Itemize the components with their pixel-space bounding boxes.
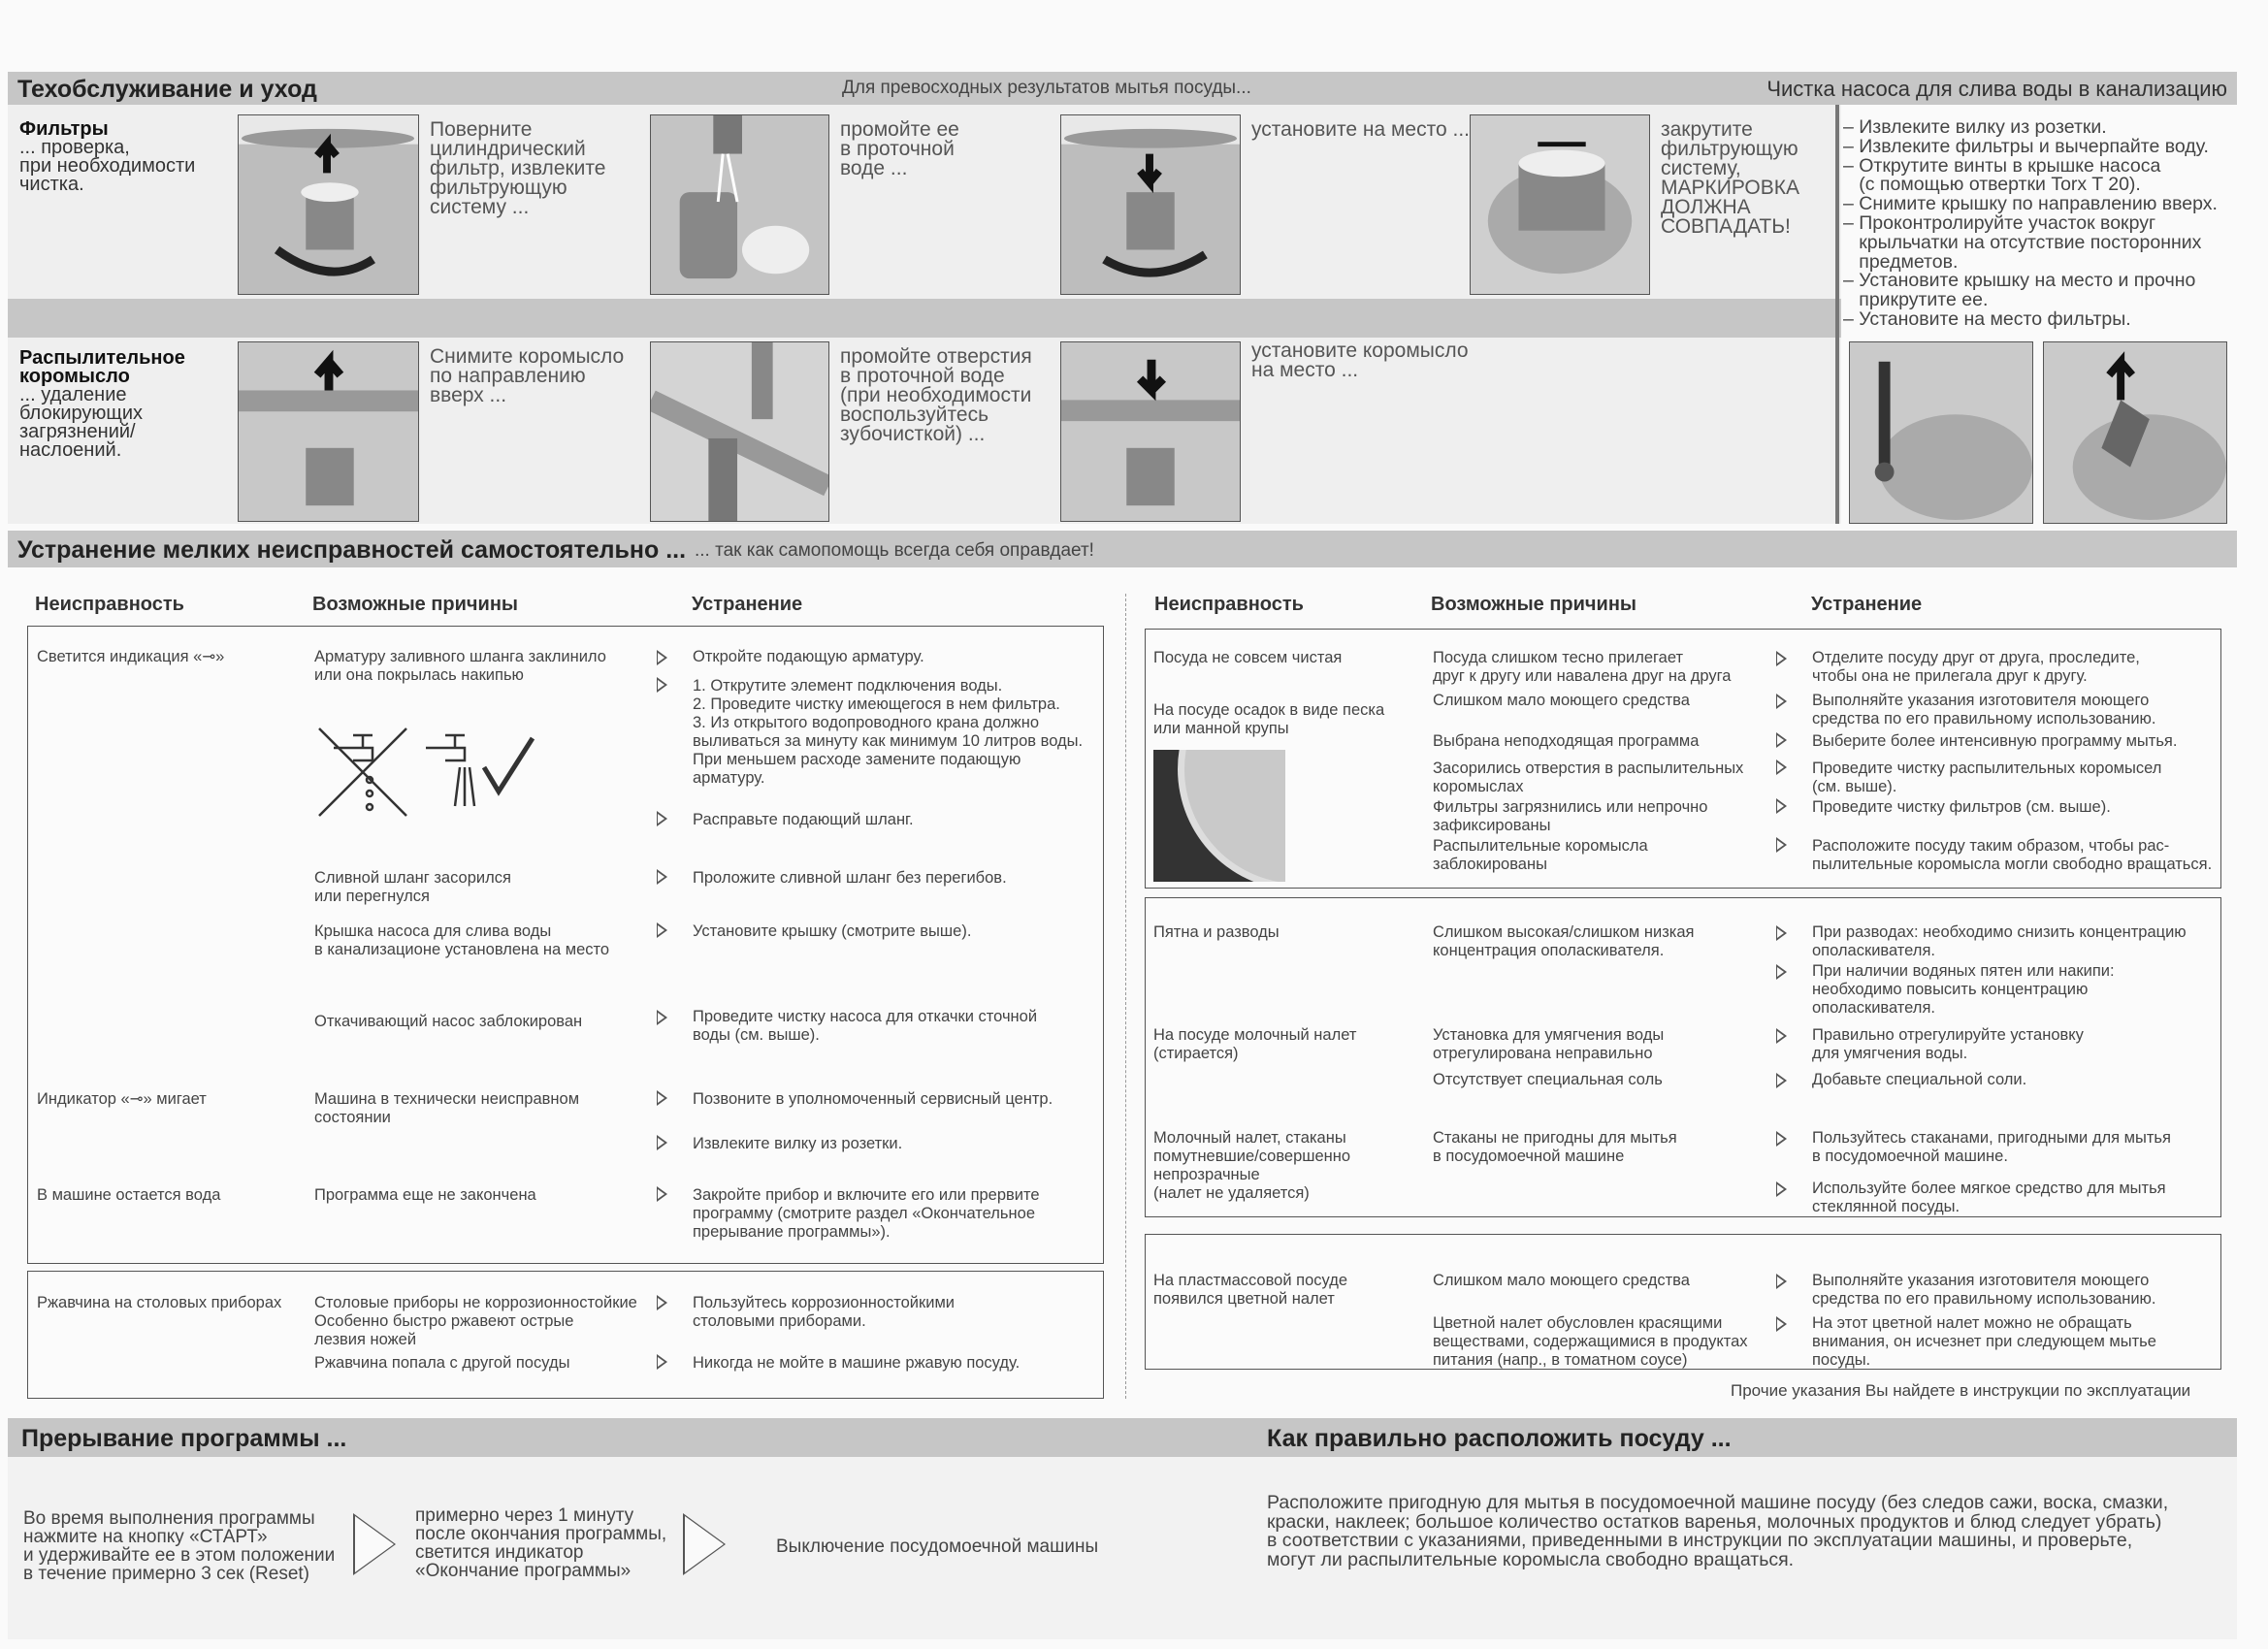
fix-arrow-4 xyxy=(657,1010,667,1025)
right-table-box-3 xyxy=(1145,1234,2221,1370)
right-col-fix-header: Устранение xyxy=(1811,594,1923,615)
fix-arrow-5b xyxy=(657,1135,667,1150)
filter-step2-text: промойте ее в проточной воде ... xyxy=(840,118,959,179)
spray-step1-image xyxy=(238,341,419,522)
fix-clean-pump: Проведите чистку насоса для откачки сточной воды (см. выше). xyxy=(693,1008,1038,1044)
bottom-header-bar xyxy=(8,1418,2237,1457)
cause-machine-fault: Машина в технически неисправном состоянии xyxy=(314,1090,580,1126)
cause-too-little-detergent-2: Слишком мало моющего средства xyxy=(1433,1272,1690,1289)
cause-too-little-detergent: Слишком мало моющего средства xyxy=(1433,692,1690,709)
fix-arrow-2 xyxy=(657,869,667,885)
faucet-diagram xyxy=(314,724,547,830)
fix-arrow-3 xyxy=(657,922,667,938)
rfix-arrow-4b xyxy=(1776,1181,1787,1197)
rfix-arrow-1e xyxy=(1776,798,1787,814)
rfix-arrow-5b xyxy=(1776,1316,1787,1332)
cause-food-dyes: Цветной налет обусловлен красящими веществами, содержащимися в продуктах питания (напр., в томатном соусе) xyxy=(1433,1314,1748,1369)
cause-no-salt: Отсутствует специальная соль xyxy=(1433,1071,1663,1088)
fix-increase-rinse-aid: При наличии водяных пятен или накипи: необходимо повысить концентрацию ополаскивателя. xyxy=(1812,962,2115,1017)
cause-filters-dirty: Фильтры загрязнились или непрочно зафиксированы xyxy=(1433,798,1708,834)
troubleshoot-title: Устранение мелких неисправностей самостоятельно ... xyxy=(17,536,687,564)
fault-plastic-discoloration: На пластмассовой посуде появился цветной налет xyxy=(1153,1272,1348,1308)
fix-valve-steps: 1. Открутите элемент подключения воды. 2. Проведите чистку имеющегося в нем фильтра. 3. Из открытого водопроводного крана должно выливаться за минуту как минимум 10 литров воды. При меньшем расходе замените подающую арматуру. xyxy=(693,677,1084,787)
fix-arrow-6 xyxy=(657,1186,667,1202)
rfix-arrow-1d xyxy=(1776,760,1787,775)
filter-step3-image xyxy=(1060,114,1241,295)
pump-image-2 xyxy=(2043,341,2227,524)
fix-arrow-7a xyxy=(657,1295,667,1310)
fix-arrow-5a xyxy=(657,1090,667,1106)
fault-milky-film: На посуде молочный налет (стирается) xyxy=(1153,1026,1357,1062)
cause-spray-holes-clogged: Засорились отверстия в распылительных коромыслах xyxy=(1433,760,1744,795)
fix-add-salt: Добавьте специальной соли. xyxy=(1812,1071,2027,1088)
cause-not-corrosion-resistant: Столовые приборы не коррозионностойкие Особенно быстро ржавеют острые лезвия ножей xyxy=(314,1294,637,1348)
fix-use-resistant-cutlery: Пользуйтесь коррозионностойкими столовыми приборами. xyxy=(693,1294,956,1330)
left-table-box-1 xyxy=(27,626,1104,1264)
fix-arrow-1b xyxy=(657,677,667,693)
fix-never-wash-rusty: Никогда не мойте в машине ржавую посуду. xyxy=(693,1354,1021,1372)
cause-pump-cover: Крышка насоса для слива воды в канализационе установлена на место xyxy=(314,922,610,958)
fault-water-remains: В машине остается вода xyxy=(37,1186,221,1204)
fix-follow-detergent-instructions-2: Выполняйте указания изготовителя моющего средства по его правильному использованию. xyxy=(1812,1272,2156,1308)
fix-straighten-hose: Расправьте подающий шланг. xyxy=(693,811,914,828)
section-divider-band xyxy=(8,299,1841,338)
right-col-cause-header: Возможные причины xyxy=(1431,594,1637,615)
fix-arrange-for-rotation: Расположите посуду таким образом, чтобы рас- пылительные коромысла могли свободно вращаться. xyxy=(1812,837,2213,873)
rfix-arrow-1a xyxy=(1776,651,1787,666)
pump-cleaning-steps: – Извлеките вилку из розетки. – Извлеките фильтры и вычерпайте воду. – Открутите винты в крышке насоса (с помощью отвертки Torx T 20). – Снимите крышку по направлению вверх. – Проконтролируйте участок вокруг крыльчатки на отсутствие посторонних предметов. – Установите крышку на место и прочно прикрутите ее. – Установите на место фильтры. xyxy=(1843,116,2218,330)
fix-follow-detergent-instructions: Выполняйте указания изготовителя моющего средства по его правильному использованию. xyxy=(1812,692,2156,728)
filter-step1-text: Поверните цилиндрический фильтр, извлеките фильтрующую систему ... xyxy=(430,118,606,218)
right-col-fault-header: Неисправность xyxy=(1154,594,1304,615)
arrange-text: Расположите пригодную для мытья в посудомоечной машине посуду (без следов сажи, воска, смазки, краски, наклеек; большое количество остатков варенья, молочных продуктов и блюд следует убрать) в соответствии с указаниями, приведенными в инструкции по эксплуатации машины, и проверьте, могут ли распылительные коромысла свободно вращаться. xyxy=(1267,1492,2169,1570)
fix-clean-spray-arms: Проведите чистку распылительных коромысел (см. выше). xyxy=(1812,760,2162,795)
interrupt-step3: Выключение посудомоечной машины xyxy=(776,1536,1099,1557)
fix-adjust-softener: Правильно отрегулируйте установку для умягчения воды. xyxy=(1812,1026,2084,1062)
rfix-arrow-2a xyxy=(1776,925,1787,941)
pump-cleaning-title: Чистка насоса для слива воды в канализацию xyxy=(1766,77,2227,101)
filter-step4-image xyxy=(1470,114,1650,295)
further-instructions-note: Прочие указания Вы найдете в инструкции по эксплуатации xyxy=(1731,1381,2191,1400)
right-table-box-2 xyxy=(1145,897,2221,1217)
fix-call-service: Позвоните в уполномоченный сервисный центр. xyxy=(693,1090,1053,1108)
spray-step3-text: установите коромысло на место ... xyxy=(1251,340,1469,381)
interrupt-step1: Во время выполнения программы нажмите на кнопку «СТАРТ» и удерживайте ее в этом положении в течение примерно 3 сек (Reset) xyxy=(23,1508,336,1584)
troubleshoot-subtitle: ... так как самопомощь всегда себя оправдает! xyxy=(695,540,1094,561)
spray-arm-label xyxy=(19,349,233,460)
spray-arm-label-bold: Распылительное коромысло xyxy=(19,347,185,387)
spray-arm-label-text: ... удаление блокирующих загрязнений/ наслоений. xyxy=(19,384,144,461)
left-col-fault-header: Неисправность xyxy=(35,594,184,615)
right-table-box-1 xyxy=(1145,629,2221,889)
cause-too-tight: Посуда слишком тесно прилегает друг к другу или навалена друг на друга xyxy=(1433,649,1732,685)
maintenance-title: Техобслуживание и уход xyxy=(17,76,317,103)
cause-softener-misadjusted: Установка для умягчения воды отрегулирована неправильно xyxy=(1433,1026,1665,1062)
fix-clean-filters: Проведите чистку фильтров (см. выше). xyxy=(1812,798,2111,816)
fix-arrow-7b xyxy=(657,1354,667,1370)
residue-plate-image xyxy=(1153,750,1285,882)
fix-lay-drain-hose: Проложите сливной шланг без перегибов. xyxy=(693,869,1007,887)
filters-label-text: ... проверка, при необходимости чистка. xyxy=(19,137,196,195)
rfix-arrow-5a xyxy=(1776,1274,1787,1289)
cause-wrong-program: Выбрана неподходящая программа xyxy=(1433,732,1700,750)
left-col-fix-header: Устранение xyxy=(692,594,803,615)
arrange-title: Как правильно расположить посуду ... xyxy=(1267,1425,1732,1452)
rfix-arrow-1c xyxy=(1776,732,1787,748)
left-table-box-2 xyxy=(27,1271,1104,1399)
pump-column-divider xyxy=(1835,105,1839,524)
fix-unplug: Извлеките вилку из розетки. xyxy=(693,1135,903,1152)
cause-glasses-not-suitable: Стаканы не пригодны для мытья в посудомоечной машине xyxy=(1433,1129,1677,1165)
fault-spots-streaks: Пятна и разводы xyxy=(1153,923,1280,941)
rfix-arrow-1b xyxy=(1776,694,1787,709)
cause-drain-hose: Сливной шланг засорился или перегнулся xyxy=(314,869,511,905)
fix-milder-detergent: Используйте более мягкое средство для мытья стеклянной посуды. xyxy=(1812,1180,2166,1215)
left-col-cause-header: Возможные причины xyxy=(312,594,519,615)
filter-step1-image xyxy=(238,114,419,295)
rfix-arrow-4a xyxy=(1776,1131,1787,1147)
fix-use-suitable-glasses: Пользуйтесь стаканами, пригодными для мытья в посудомоечной машине. xyxy=(1812,1129,2171,1165)
fault-cloudy-glasses: Молочный налет, стаканы помутневшие/совершенно непрозрачные (налет не удаляется) xyxy=(1153,1129,1351,1202)
spray-step2-image xyxy=(650,341,829,522)
fix-arrow-1a xyxy=(657,650,667,665)
fix-arrow-1c xyxy=(657,811,667,826)
fix-ignore-discoloration: На этот цветной налет можно не обращать внимания, он исчезнет при следующем мытье посуды. xyxy=(1812,1314,2156,1369)
rfix-arrow-1f xyxy=(1776,837,1787,853)
spray-step3-image xyxy=(1060,341,1241,522)
fix-open-valve: Откройте подающую арматуру. xyxy=(693,648,924,665)
rfix-arrow-2b xyxy=(1776,964,1787,980)
troubleshoot-header-bar xyxy=(8,531,2237,567)
spray-step2-text: промойте отверстия в проточной воде (при необходимости воспользуйтесь зубочисткой) ... xyxy=(840,345,1032,445)
fix-close-or-interrupt: Закройте прибор и включите его или прервите программу (смотрите раздел «Окончательное прерывание программы»). xyxy=(693,1186,1040,1241)
fault-indicator-blinking: Индикатор «⊸» мигает xyxy=(37,1090,207,1108)
filters-label xyxy=(19,120,233,194)
interrupt-step2: примерно через 1 минуту после окончания программы, светится индикатор «Окончание программы» xyxy=(415,1505,667,1581)
fault-indicator-lit: Светится индикация «⊸» xyxy=(37,648,225,665)
fix-choose-intensive: Выберите более интенсивную программу мытья. xyxy=(1812,732,2178,750)
fault-sand-residue: На посуде осадок в виде песка или манной крупы xyxy=(1153,701,1385,737)
troubleshoot-column-divider xyxy=(1125,594,1126,1399)
filter-step4-text: закрутите фильтрующую систему, МАРКИРОВКА ДОЛЖНА СОВПАДАТЬ! xyxy=(1661,118,1799,238)
fault-not-clean: Посуда не совсем чистая xyxy=(1153,649,1343,666)
cause-pump-blocked: Откачивающий насос заблокирован xyxy=(314,1013,583,1030)
cause-inlet-valve: Арматуру заливного шланга заклинило или она покрылась накипью xyxy=(314,648,606,684)
rfix-arrow-3a xyxy=(1776,1028,1787,1044)
cause-spray-arms-blocked: Распылительные коромысла заблокированы xyxy=(1433,837,1648,873)
rfix-arrow-3b xyxy=(1776,1073,1787,1088)
pump-image-1 xyxy=(1849,341,2033,524)
cause-rinse-aid-concentration: Слишком высокая/слишком низкая концентрация ополаскивателя. xyxy=(1433,923,1695,959)
filter-step3-text: установите на место ... xyxy=(1251,118,1471,141)
filters-label-bold: Фильтры xyxy=(19,118,109,140)
fix-separate-dishes: Отделите посуду друг от друга, проследите, чтобы она не прилегала друг к другу. xyxy=(1812,649,2140,685)
cause-rust-from-other: Ржавчина попала с другой посуды xyxy=(314,1354,570,1372)
fix-install-cover: Установите крышку (смотрите выше). xyxy=(693,922,972,940)
spray-step1-text: Снимите коромысло по направлению вверх ... xyxy=(430,345,625,406)
fix-reduce-rinse-aid: При разводах: необходимо снизить концентрацию ополаскивателя. xyxy=(1812,923,2187,959)
cause-program-not-finished: Программа еще не закончена xyxy=(314,1186,536,1204)
interrupt-arrow-1 xyxy=(353,1513,396,1575)
filter-step2-image xyxy=(650,114,829,295)
interrupt-title: Прерывание программы ... xyxy=(21,1425,347,1452)
maintenance-subtitle: Для превосходных результатов мытья посуды... xyxy=(842,78,1251,98)
fault-rust-cutlery: Ржавчина на столовых приборах xyxy=(37,1294,282,1311)
interrupt-arrow-2 xyxy=(683,1513,726,1575)
maintenance-header-bar xyxy=(8,72,2237,105)
